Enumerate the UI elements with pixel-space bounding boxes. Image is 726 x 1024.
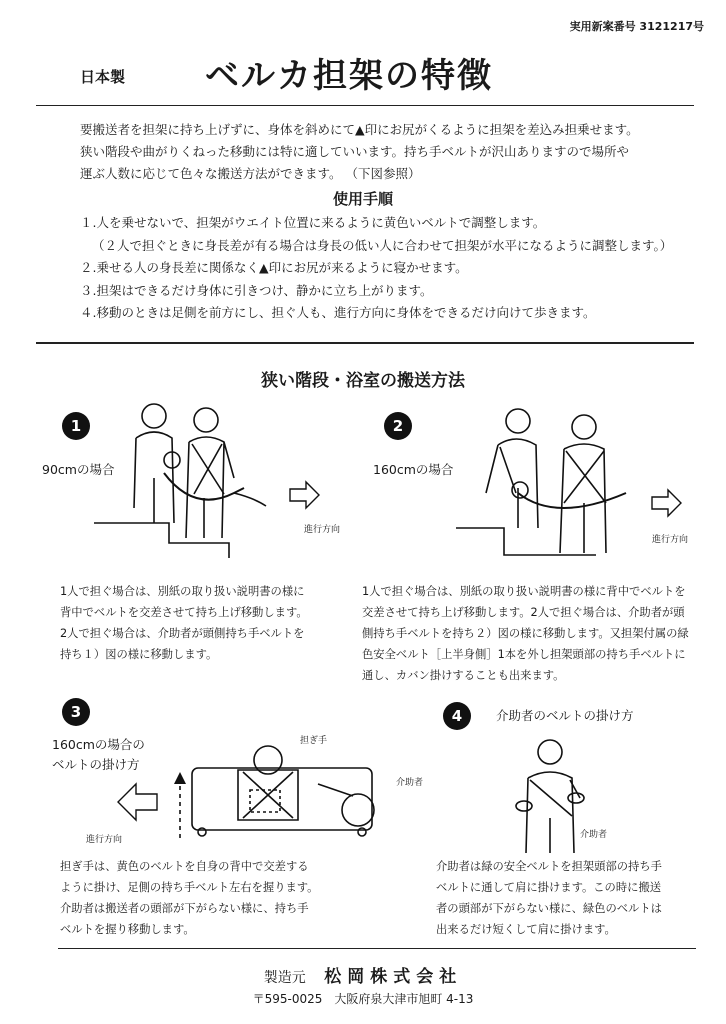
panel-4-description — [436, 856, 662, 940]
intro-paragraph — [80, 119, 700, 185]
usage-step: ４.移動のときは足側を前方にし、担ぐ人も、進行方向に身体をできるだけ向けて歩きます。 — [80, 305, 596, 320]
footer-address: 〒595-0025 大阪府泉大津市旭町 4-13 — [252, 992, 474, 1006]
panel-2-desc-line: 側持ち手ベルトを持ち２）図の様に移動します。又担架付属の緑 — [362, 627, 689, 640]
footer-maker — [0, 962, 726, 987]
panel-4-number: 4 — [443, 702, 471, 730]
panel-1-direction-arrow-icon — [290, 482, 320, 508]
panel-3-number: 3 — [62, 698, 90, 726]
panel-1-desc-line: 背中でベルトを交差させて持ち上げ移動します。 — [60, 606, 308, 619]
usage-step: ３.担架はできるだけ身体に引きつけ、静かに立ち上がります。 — [80, 282, 433, 298]
panel-1-direction-label: 進行方向 — [304, 525, 341, 535]
usage-title: 使用手順 — [332, 190, 393, 208]
panel-3-helper-label: 介助者 — [396, 778, 424, 788]
panel-2-desc-line: 1人で担ぐ場合は、別紙の取り扱い説明書の様に背中でベルトを — [362, 585, 686, 598]
patent-number: 実用新案番号 3121217号 — [569, 20, 704, 33]
panel-2-desc-line: 交差させて持ち上げ移動します。2人で担ぐ場合は、介助者が頭 — [362, 606, 685, 619]
panel-4-desc-line: 者の頭部が下がらない様に、緑色のベルトは — [436, 902, 662, 915]
origin-label: 日本製 — [80, 68, 126, 86]
panel-1-number: 1 — [62, 412, 90, 440]
panel-2-label: 160cmの場合 — [373, 462, 454, 477]
section-divider — [36, 342, 694, 344]
panel-4-desc-line: 出来るだけ短くして肩に掛けます。 — [436, 923, 616, 936]
panel-2-illustration — [456, 393, 656, 558]
panel-3-description — [60, 856, 318, 940]
intro-line: 要搬送者を担架に持ち上げずに、身体を斜めにて▲印にお尻がくるように担架を差込み担乗せます。 — [80, 122, 639, 137]
section-title: 狭い階段・浴室の搬送方法 — [261, 371, 465, 391]
panel-4-helper-label: 介助者 — [580, 830, 608, 840]
panel-4-label: 介助者のベルトの掛け方 — [496, 708, 634, 723]
panel-3-desc-line: ように掛け、足側の持ち手ベルト左右を握ります。 — [60, 881, 319, 894]
panel-1-label: 90cmの場合 — [42, 462, 115, 477]
panel-3-carrier-label: 担ぎ手 — [300, 736, 328, 746]
panel-1-desc-line: 2人で担ぐ場合は、介助者が頭側持ち手ベルトを — [60, 627, 305, 640]
panel-2-desc-line: 通し、カバン掛けすることも出来ます。 — [362, 669, 565, 682]
panel-1-desc-line: 1人で担ぐ場合は、別紙の取り扱い説明書の様に — [60, 585, 305, 598]
footer-maker-label: 製造元 — [263, 970, 306, 986]
panel-2-direction-label: 進行方向 — [652, 535, 689, 545]
usage-step: （２人で担ぐときに身長差が有る場合は身長の低い人に合わせて担架が水平になるように調整します。） — [92, 237, 673, 253]
panel-3-desc-line: ベルトを握り移動します。 — [60, 923, 195, 936]
panel-3-desc-line: 介助者は搬送者の頭部が下がらない様に、持ち手 — [60, 902, 309, 915]
panel-4-illustration — [510, 738, 600, 858]
panel-1-desc-line: 持ち１）図の様に移動します。 — [60, 648, 218, 661]
panel-3-dashed-arrow-icon — [172, 770, 188, 840]
intro-line: 狭い階段や曲がりくねった移動には特に適していいます。持ち手ベルトが沢山ありますので場所や — [80, 144, 630, 159]
panel-3-back-arrow-icon — [118, 784, 158, 820]
panel-2-description — [362, 581, 689, 686]
usage-steps — [80, 212, 672, 325]
panel-3-label — [52, 735, 145, 775]
panel-1-description — [60, 581, 308, 665]
panel-2-number: 2 — [384, 412, 412, 440]
panel-3-desc-line: 担ぎ手は、黄色のベルトを自身の背中で交差する — [60, 860, 309, 873]
panel-2-desc-line: 色安全ベルト［上半身側］1本を外し担架頭部の持ち手ベルトに — [362, 648, 686, 661]
header-divider — [36, 105, 694, 106]
panel-4-desc-line: 介助者は緑の安全ベルトを担架頭部の持ち手 — [436, 860, 662, 873]
footer-company: 松岡株式会社 — [324, 967, 463, 987]
panel-3-direction-label: 進行方向 — [86, 835, 123, 845]
panel-3-label-line: ベルトの掛け方 — [52, 757, 140, 772]
footer-divider — [58, 948, 696, 949]
panel-2-direction-arrow-icon — [652, 490, 682, 516]
panel-3-label-line: 160cmの場合の — [52, 737, 145, 752]
intro-line: 運ぶ人数に応じて色々な搬送方法ができます。 （下図参照） — [80, 166, 421, 181]
page-title: ベルカ担架の特徴 — [205, 56, 493, 96]
panel-4-desc-line: ベルトに通して肩に掛けます。この時に搬送 — [436, 881, 662, 894]
usage-step: １.人を乗せないで、担架がウエイト位置に来るように黄色いベルトで調整します。 — [80, 215, 546, 230]
panel-3-illustration — [188, 740, 388, 840]
usage-step: ２.乗せる人の身長差に関係なく▲印にお尻が来るように寝かせます。 — [80, 260, 468, 275]
panel-1-illustration — [94, 398, 384, 558]
